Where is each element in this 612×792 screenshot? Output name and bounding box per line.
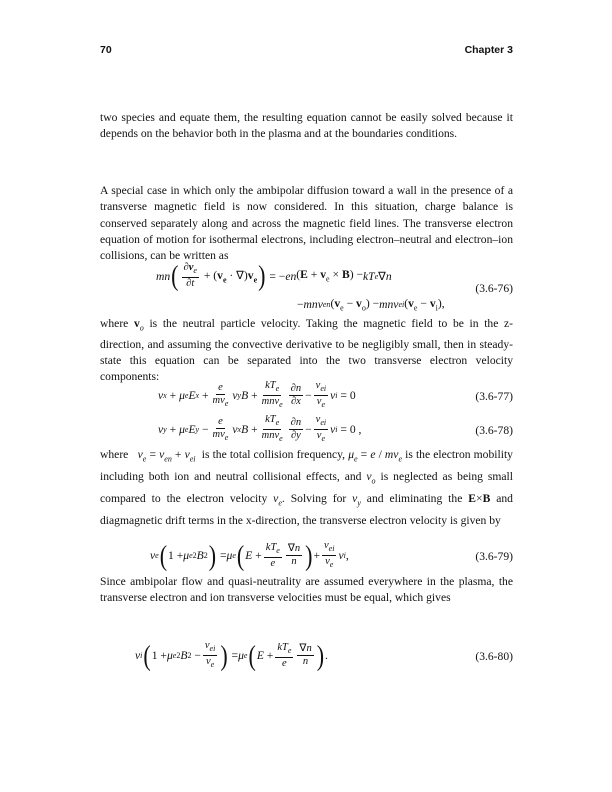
equation-number: (3.6-80) bbox=[475, 650, 513, 663]
equation-3-6-77: v x + μ e E x + $\frac{e}{m\nu_e}$ v y B + $\frac{kT_e}{mn\nu_e}$ $\frac{\partial n}{\partial x}$ − $\frac{\nu_{ei}}{\nu_e}$ v i = 0 (3.6-77) bbox=[158, 380, 513, 410]
equation-3-6-80: v i ( 1 + μ e 2 B 2 − $\frac{\nu_{ei}}{\nu_e}$ ) = μ e ( E + $\frac{kT_e}{e}$ $\frac{\nabla n}{n}$ ) . (3.6-80) bbox=[135, 638, 513, 672]
equation-3-6-76: mn ( $\frac{\partial v_e}{\partial t}$ + $(v_e \cdot \nabla)v_e$ ) = − en $(E + v_e \times B)$ − kT e ∇ n − mnν en $(v_e - v_o)$ − mnν ei $(v_e - v_i)$, (3.6-76) bbox=[156, 259, 513, 313]
equation-3-6-79: v e ( 1 + μ e 2 B 2 ) = μ e ( E + $\frac{kT_e}{e}$ $\frac{\nabla n}{n}$ ) + $\frac{\nu_{ei}}{\nu_e}$ v i , (3.6-79) bbox=[150, 538, 513, 572]
equation-number: (3.6-79) bbox=[475, 550, 513, 563]
paragraph: where $\nu_e = \nu_{en} + \nu_{ei}$ is the total collision frequency, $\mu_e = e / m\nu_e$ is the electron mobility including both ion and neutral collisional effects, and $v_o$ is neglected as being small compared to the electron velocity $v_e$. Solving for $v_y$ and eliminating the E×B and diagmagnetic drift terms in the x-direction, the transverse electron velocity is given by bbox=[100, 448, 513, 528]
paragraph: Since ambipolar flow and quasi-neutrality are assumed everywhere in the plasma, the transverse electron and ion transverse velocities must be equal, which gives bbox=[100, 575, 513, 605]
equation-number: (3.6-76) bbox=[475, 282, 513, 295]
paragraph: A special case in which only the ambipolar diffusion toward a wall in the presence of a transverse magnetic field is now considered. In this situation, charge balance is conserved separately along and across the magnetic field lines. The transverse electron equation of motion for isothermal electrons, including electron–neutral and electron–ion collisions, can be written as bbox=[100, 184, 513, 263]
equation-3-6-78: v y + μ e E y − $\frac{e}{m\nu_e}$ v x B + $\frac{kT_e}{mn\nu_e}$ $\frac{\partial n}{\partial y}$ − $\frac{\nu_{ei}}{\nu_e}$ v i = 0 , (3.6-78) bbox=[158, 414, 513, 444]
paragraph: two species and equate them, the resulting equation cannot be easily solved because it depends on the behavior both in the plasma and at the boundaries conditions. bbox=[100, 111, 513, 141]
page-number: 70 bbox=[100, 44, 112, 56]
equation-number: (3.6-78) bbox=[475, 424, 513, 437]
equation-number: (3.6-77) bbox=[475, 390, 513, 403]
chapter-label: Chapter 3 bbox=[464, 44, 513, 56]
paragraph: where $v_o$ is the neutral particle velocity. Taking the magnetic field to be in the z-direction, and assuming the convective derivative to be negligibly small, then in steady-state this equation can be separated into the two transverse electron velocity components: bbox=[100, 317, 514, 384]
